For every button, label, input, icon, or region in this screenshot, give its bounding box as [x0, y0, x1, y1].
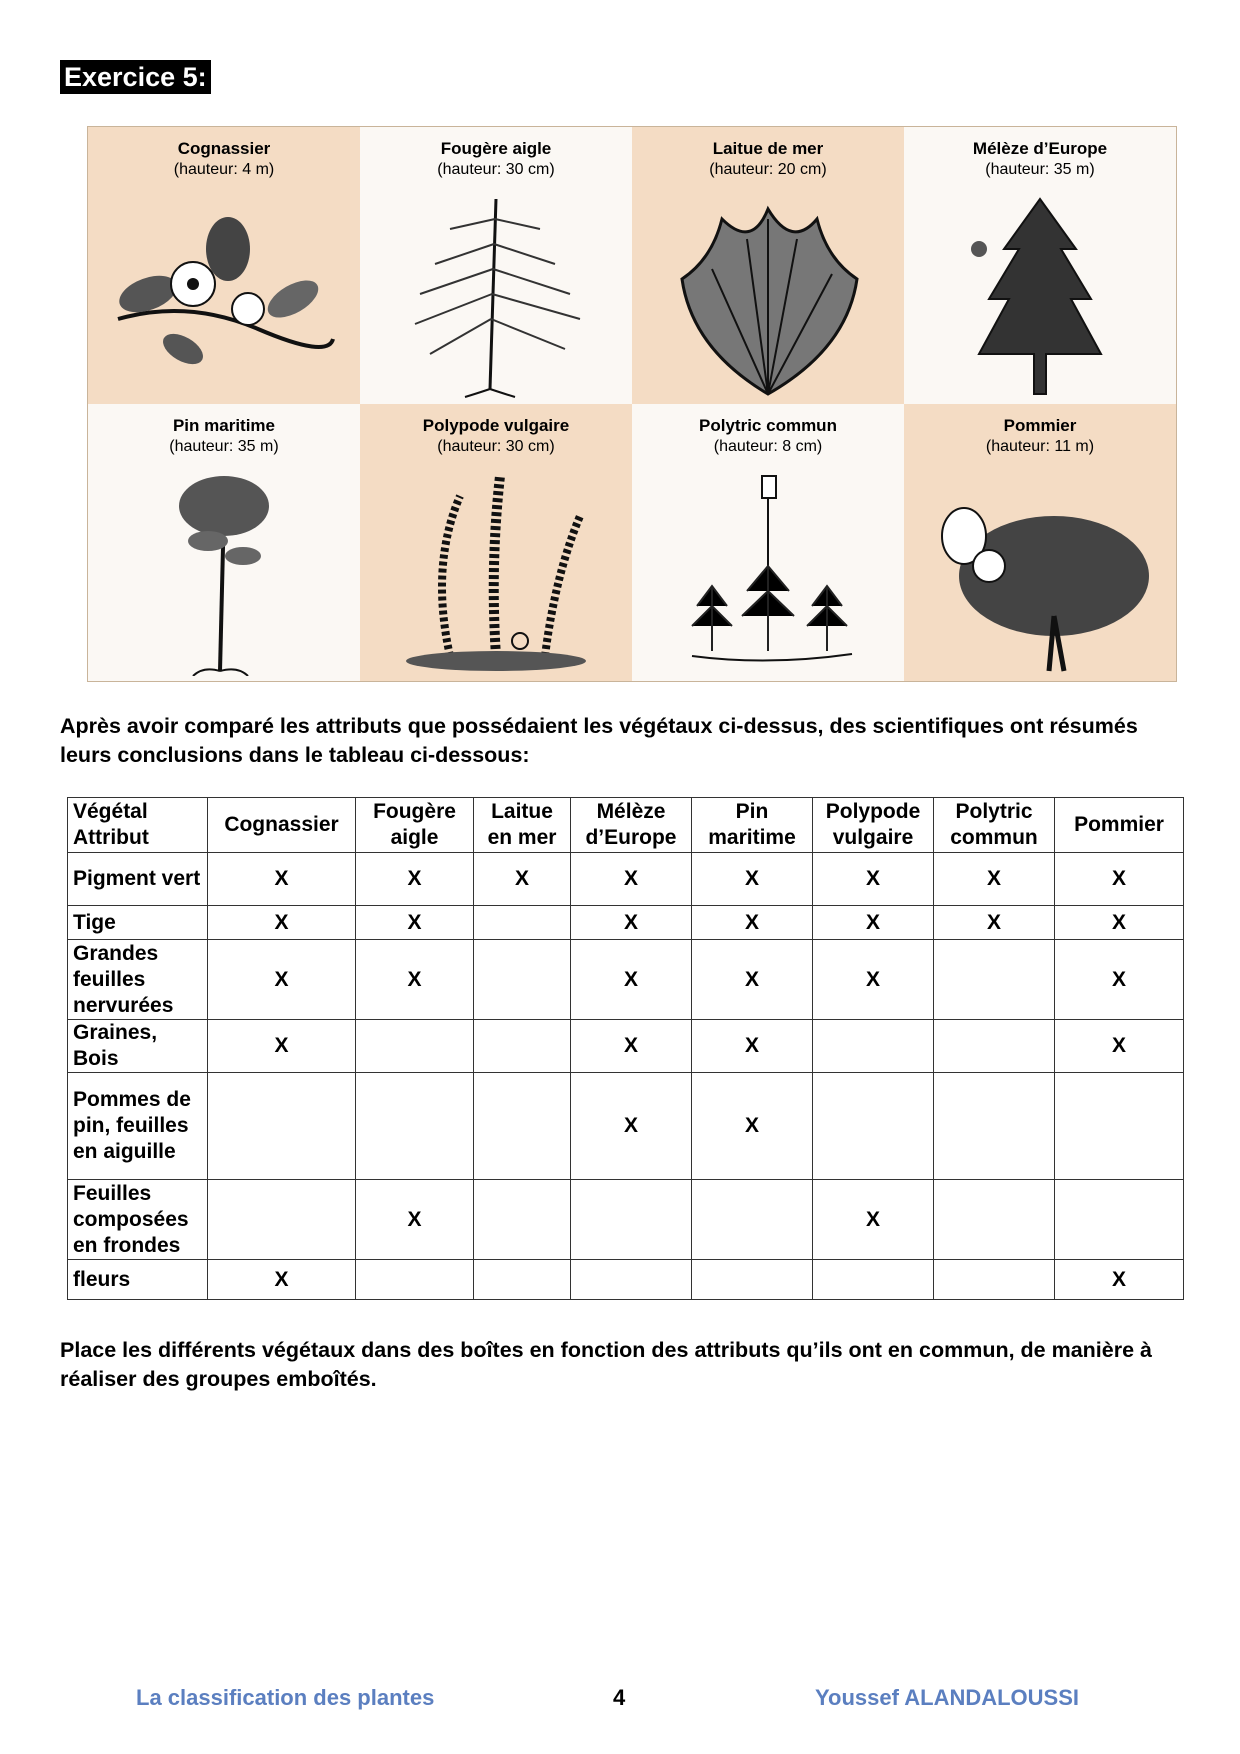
table-cell-mark: X [208, 1260, 356, 1300]
footer-author: Youssef ALANDALOUSSI [815, 1685, 1080, 1710]
table-cell-mark [1055, 1073, 1184, 1180]
footer-course-title: La classification des plantes [136, 1685, 435, 1710]
plant-card-cognassier [88, 127, 360, 404]
row-attribute-label: Tige [68, 906, 208, 940]
table-cell-mark [474, 1020, 571, 1073]
table-cell-mark: X [571, 940, 692, 1020]
table-cell-mark: X [356, 940, 474, 1020]
table-cell-mark [692, 1260, 813, 1300]
table-cell-mark [1055, 1180, 1184, 1260]
apple-tree-icon [924, 466, 1156, 676]
table-cell-mark: X [692, 1020, 813, 1073]
plant-height: (hauteur: 30 cm) [437, 438, 555, 455]
table-cell-mark [356, 1073, 474, 1180]
plant-card-fougere-aigle [360, 127, 632, 404]
plant-name: Fougère aigle [440, 139, 552, 158]
plant-height: (hauteur: 20 cm) [709, 161, 827, 178]
plant-name: Mélèze d’Europe [972, 139, 1108, 158]
table-cell-mark [356, 1020, 474, 1073]
table-cell-mark: X [571, 906, 692, 940]
table-cell-mark [934, 1073, 1055, 1180]
row-attribute-label: Graines, Bois [68, 1020, 208, 1073]
intro-text: Après avoir comparé les attributs que possédaient les végétaux ci-dessus, des scientifiques ont résumés leurs conclusions dans le tableau ci-dessous: [60, 714, 1138, 767]
plant-height: (hauteur: 11 m) [985, 438, 1095, 455]
table-cell-mark [571, 1180, 692, 1260]
row-attribute-label: fleurs [68, 1260, 208, 1300]
table-row [68, 1260, 1184, 1300]
polypody-icon [380, 466, 612, 676]
plant-name: Laitue de mer [712, 139, 824, 158]
table-cell-mark: X [208, 853, 356, 906]
exercise-title: Exercice 5: [60, 60, 211, 94]
table-cell-mark: X [1055, 1260, 1184, 1300]
table-row [68, 940, 1184, 1020]
column-header: Mélèze d’Europe [571, 798, 692, 853]
table-row [68, 906, 1184, 940]
column-header: Laitue en mer [474, 798, 571, 853]
row-attribute-label: Pigment vert [68, 853, 208, 906]
plant-name: Cognassier [177, 139, 271, 158]
table-cell-mark: X [208, 1020, 356, 1073]
table-cell-mark: X [692, 940, 813, 1020]
table-cell-mark [934, 1020, 1055, 1073]
table-cell-mark: X [934, 853, 1055, 906]
moss-icon [652, 466, 884, 676]
table-cell-mark [813, 1020, 934, 1073]
fern-icon [380, 189, 612, 399]
corner-line1: Végétal [73, 800, 148, 823]
corner-line2: Attribut [73, 826, 149, 849]
table-cell-mark [474, 1073, 571, 1180]
table-cell-mark [934, 1180, 1055, 1260]
table-row [68, 1073, 1184, 1180]
plant-card-pin-maritime [88, 404, 360, 681]
table-row [68, 1180, 1184, 1260]
table-cell-mark [474, 1260, 571, 1300]
table-cell-mark [474, 906, 571, 940]
plant-card-pommier [904, 404, 1176, 681]
table-cell-mark: X [571, 1073, 692, 1180]
table-cell-mark: X [356, 906, 474, 940]
plant-name: Pommier [1003, 416, 1077, 435]
plant-card-laitue-de-mer [632, 127, 904, 404]
table-cell-mark: X [692, 906, 813, 940]
column-header: Fougère aigle [356, 798, 474, 853]
plant-name: Polypode vulgaire [422, 416, 570, 435]
table-header-row [68, 798, 1184, 853]
column-header: Pommier [1055, 798, 1184, 853]
column-header: Cognassier [208, 798, 356, 853]
table-cell-mark: X [356, 853, 474, 906]
plant-height: (hauteur: 35 m) [985, 161, 1095, 178]
table-cell-mark: X [474, 853, 571, 906]
table-cell-mark: X [813, 940, 934, 1020]
table-cell-mark [356, 1260, 474, 1300]
sea-lettuce-icon [652, 189, 884, 399]
table-cell-mark: X [1055, 940, 1184, 1020]
table-body [68, 853, 1184, 1300]
plant-card-polytric [632, 404, 904, 681]
footer-page-number: 4 [613, 1685, 626, 1710]
table-cell-mark: X [934, 906, 1055, 940]
column-header: Polytric commun [934, 798, 1055, 853]
table-row [68, 1020, 1184, 1073]
plant-height: (hauteur: 8 cm) [713, 438, 823, 455]
table-cell-mark: X [813, 906, 934, 940]
table-cell-mark [813, 1073, 934, 1180]
table-cell-mark [692, 1180, 813, 1260]
table-cell-mark: X [1055, 853, 1184, 906]
plant-card-polypode [360, 404, 632, 681]
table-cell-mark [934, 1260, 1055, 1300]
plant-height: (hauteur: 30 cm) [437, 161, 555, 178]
table-cell-mark: X [571, 1020, 692, 1073]
plant-height: (hauteur: 35 m) [169, 438, 279, 455]
table-cell-mark [571, 1260, 692, 1300]
table-cell-mark: X [813, 853, 934, 906]
table-cell-mark: X [1055, 1020, 1184, 1073]
table-cell-mark [474, 940, 571, 1020]
quince-branch-icon [108, 189, 340, 399]
row-attribute-label: Feuilles composées en frondes [68, 1180, 208, 1260]
row-attribute-label: Grandes feuilles nervurées [68, 940, 208, 1020]
table-cell-mark: X [208, 906, 356, 940]
table-cell-mark: X [571, 853, 692, 906]
pine-icon [108, 466, 340, 676]
plant-illustration-grid [87, 126, 1177, 682]
column-header: Pin maritime [692, 798, 813, 853]
table-cell-mark: X [208, 940, 356, 1020]
table-cell-mark: X [813, 1180, 934, 1260]
table-cell-mark [208, 1073, 356, 1180]
plant-height: (hauteur: 4 m) [173, 161, 275, 178]
plant-card-meleze [904, 127, 1176, 404]
table-cell-mark [208, 1180, 356, 1260]
table-cell-mark: X [692, 1073, 813, 1180]
instruction-text: Place les différents végétaux dans des boîtes en fonction des attributs qu’ils ont en commun, de manière à réaliser des groupes emboîtés. [60, 1338, 1152, 1391]
table-row [68, 853, 1184, 906]
plant-name: Polytric commun [699, 416, 837, 435]
table-cell-mark: X [356, 1180, 474, 1260]
larch-icon [924, 189, 1156, 399]
table-cell-mark [813, 1260, 934, 1300]
table-cell-mark: X [1055, 906, 1184, 940]
plant-name: Pin maritime [172, 416, 276, 435]
table-cell-mark [934, 940, 1055, 1020]
table-cell-mark: X [692, 853, 813, 906]
row-attribute-label: Pommes de pin, feuilles en aiguille [68, 1073, 208, 1180]
attributes-table [67, 797, 1184, 1300]
column-header: Polypode vulgaire [813, 798, 934, 853]
corner-header [68, 798, 208, 853]
table-cell-mark [474, 1180, 571, 1260]
